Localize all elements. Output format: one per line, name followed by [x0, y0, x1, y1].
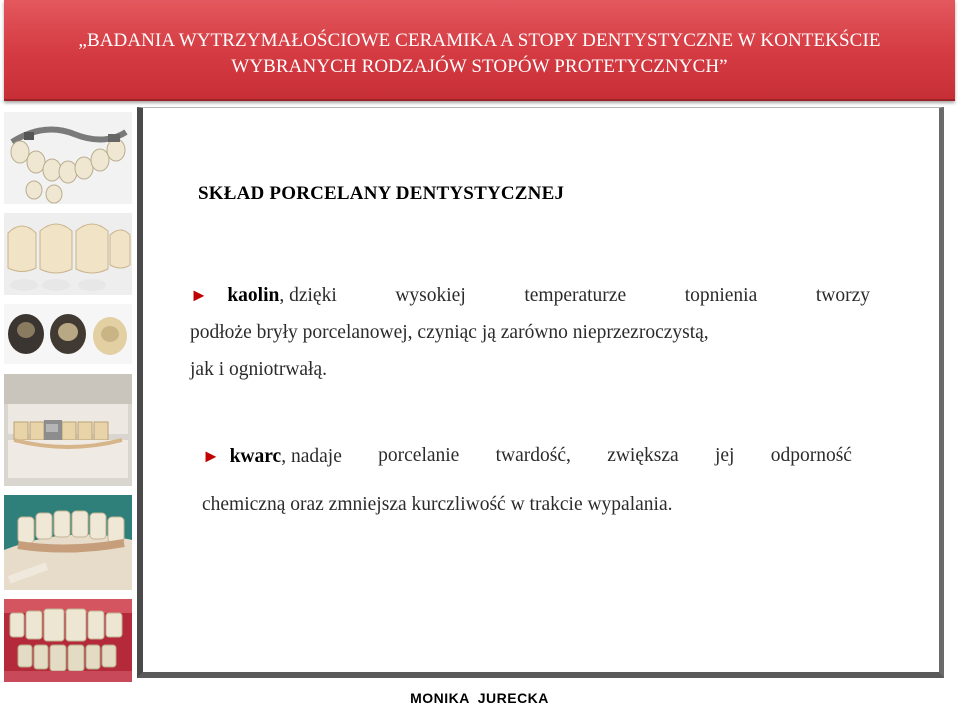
dental-bridge-photo — [4, 112, 132, 204]
word: jej — [714, 445, 735, 466]
word: topnienia — [684, 285, 758, 306]
header-title-line1: „BADANIA WYTRZYMAŁOŚCIOWE CERAMIKA A STOPY DENTYSTYCZNE W KONTEKŚCIE — [78, 30, 881, 51]
metal-crowns-photo — [4, 304, 132, 364]
word: tworzy — [815, 285, 870, 306]
bullet-kaolin-line2: podłoże bryły porcelanowej, czyniąc ją zarówno nieprzezroczystą, — [190, 322, 709, 343]
dental-model-photo — [4, 374, 132, 486]
keyword-kwarc: kwarc — [229, 446, 282, 467]
bullet-kaolin — [190, 277, 870, 388]
keyword-kaolin: kaolin — [227, 285, 280, 306]
porcelain-bridge-photo — [4, 495, 132, 590]
word: , dzięki — [279, 285, 337, 306]
photo-sidebar — [4, 112, 132, 682]
bullet-lead — [202, 432, 342, 481]
bullet-arrow-icon: ► — [202, 446, 220, 466]
bullet-kwarc — [202, 432, 852, 529]
header-banner — [4, 0, 955, 101]
bullet-kwarc-line1 — [202, 432, 852, 481]
bullet-kwarc-line2: chemiczną oraz zmniejsza kurczliwość w trakcie wypalania. — [202, 494, 673, 515]
teeth-closeup-photo — [4, 599, 132, 682]
bullet-arrow-icon: ► — [190, 285, 208, 305]
word: odporność — [770, 445, 852, 466]
word: , nadaje — [281, 446, 342, 467]
word: twardość, — [495, 445, 571, 466]
ceramic-crowns-photo — [4, 213, 132, 295]
word: temperaturze — [524, 285, 627, 306]
word: porcelanie — [378, 445, 460, 466]
slide-heading: SKŁAD PORCELANY DENTYSTYCZNEJ — [198, 183, 565, 204]
word: zwiększa — [607, 445, 679, 466]
bullet-lead — [190, 277, 337, 314]
word: wysokiej — [395, 285, 466, 306]
header-title-line2: WYBRANYCH RODZAJÓW STOPÓW PROTETYCZNYCH” — [231, 56, 728, 77]
author-footer: MONIKA JURECKA — [410, 690, 549, 706]
bullet-kaolin-line1 — [190, 277, 870, 314]
bullet-kaolin-line3: jak i ogniotrwałą. — [190, 359, 328, 380]
